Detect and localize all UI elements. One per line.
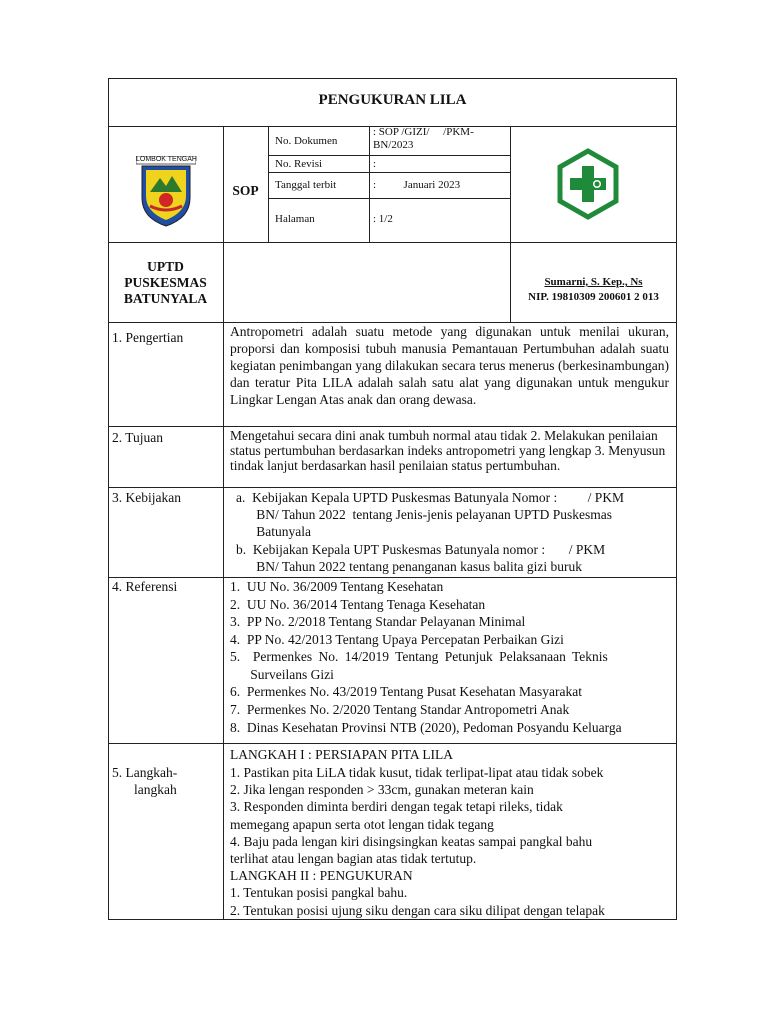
no-revisi-value: : [373,158,377,170]
langkah-line: 3. Responden diminta berdiri dengan tegak tetapi rileks, tidak [230,799,563,814]
kebijakan-item: BN/ Tahun 2022 tentang Jenis-jenis pelayanan UPTD Puskesmas [236,507,613,522]
org-line-1: UPTD [147,259,184,274]
logo-caption: LOMBOK TENGAH [136,156,197,163]
referensi-item: 5. Permenkes No. 14/2019 Tentang Petunjuk Pelaksanaan Teknis [230,649,608,664]
langkah-line: terlihat atau lengan bagian atas tidak tertutup. [230,851,477,866]
langkah-line: LANGKAH I : PERSIAPAN PITA LILA [230,747,454,762]
org-line-3: BATUNYALA [123,291,208,306]
signer-nip: NIP. 19810309 200601 2 013 [528,291,659,303]
referensi-item: 8. Dinas Kesehatan Provinsi NTB (2020), Pedoman Posyandu Keluarga [230,720,622,735]
document-title: PENGUKURAN LILA [318,92,467,108]
langkah-line: LANGKAH II : PENGUKURAN [230,868,413,883]
signer-name: Sumarni, S. Kep., Ns [544,276,643,288]
kebijakan-item: a. Kebijakan Kepala UPTD Puskesmas Batunyala Nomor : / PKM [236,490,625,505]
referensi-item: 7. Permenkes No. 2/2020 Tentang Standar Antropometri Anak [230,702,570,717]
kebijakan-item: BN/ Tahun 2022 tentang penanganan kasus balita gizi buruk [236,559,582,574]
referensi-label: 4. Referensi [112,579,178,594]
referensi-item: 3. PP No. 2/2018 Tentang Standar Pelayanan Minimal [230,614,526,629]
tujuan-text: Mengetahui secara dini anak tumbuh normal atau tidak 2. Melakukan penilaian status pertumbuhan berdasarkan indeks antropometri yang lengkap 3. Menyusun tindak lanjut berdasarkan hasil penilaian status pertumbuhan. [230,428,666,473]
langkah-line: 4. Baju pada lengan kiri disingsingkan keatas sampai pangkal bahu [230,834,593,849]
tujuan-label: 2. Tujuan [112,430,164,445]
no-revisi-label: No. Revisi [275,158,323,170]
langkah-line: 1. Pastikan pita LiLA tidak kusut, tidak terlipat-lipat atau tidak sobek [230,765,604,780]
lombok-tengah-logo [136,156,196,228]
langkah-line: 1. Tentukan posisi pangkal bahu. [230,885,408,900]
kebijakan-item: b. Kebijakan Kepala UPT Puskesmas Batunyala nomor : / PKM [236,542,606,557]
org-line-2: PUSKESMAS [124,275,207,290]
sop-label: SOP [232,183,259,198]
langkah-label: 5. Langkah- [112,765,178,780]
langkah-line: 2. Tentukan posisi ujung siku dengan cara siku dilipat dengan telapak [230,903,605,918]
referensi-item: 2. UU No. 36/2014 Tentang Tenaga Kesehatan [230,597,486,612]
pengertian-label: 1. Pengertian [112,330,184,345]
referensi-item: 1. UU No. 36/2009 Tentang Kesehatan [230,579,444,594]
langkah-label-2: langkah [134,782,177,797]
sop-document [108,78,677,920]
halaman-value: : 1/2 [373,213,393,225]
pengertian-text: Antropometri adalah suatu metode yang digunakan untuk menilai ukuran, proporsi dan komposisi tubuh manusia Pemantauan Pertumbuhan adalah suatu kegiatan penimbangan yang dilakukan secara terus menerus (berkesinambungan) dan teratur Pita LILA adalah salah satu alat yang digunakan untuk mengukur Lingkar Lengan Atas anak dan orang dewasa. [230,324,669,407]
referensi-item: 6. Permenkes No. 43/2019 Tentang Pusat Kesehatan Masyarakat [230,684,582,699]
kebijakan-label: 3. Kebijakan [112,490,181,505]
referensi-item: 4. PP No. 42/2013 Tentang Upaya Percepatan Perbaikan Gizi [230,632,564,647]
tanggal-terbit-label: Tanggal terbit [275,179,337,191]
kebijakan-item: Batunyala [236,524,311,539]
no-dokumen-label: No. Dokumen [275,135,338,147]
langkah-line: memegang apapun serta otot lengan tidak tegang [230,817,494,832]
tanggal-terbit-value: : Januari 2023 [373,179,461,191]
halaman-label: Halaman [275,213,315,225]
puskesmas-logo [556,148,620,220]
no-dokumen-value: : SOP /GIZI/ /PKM- BN/2023 [373,126,474,151]
langkah-line: 2. Jika lengan responden > 33cm, gunakan meteran kain [230,782,534,797]
referensi-item: Surveilans Gizi [230,667,334,682]
